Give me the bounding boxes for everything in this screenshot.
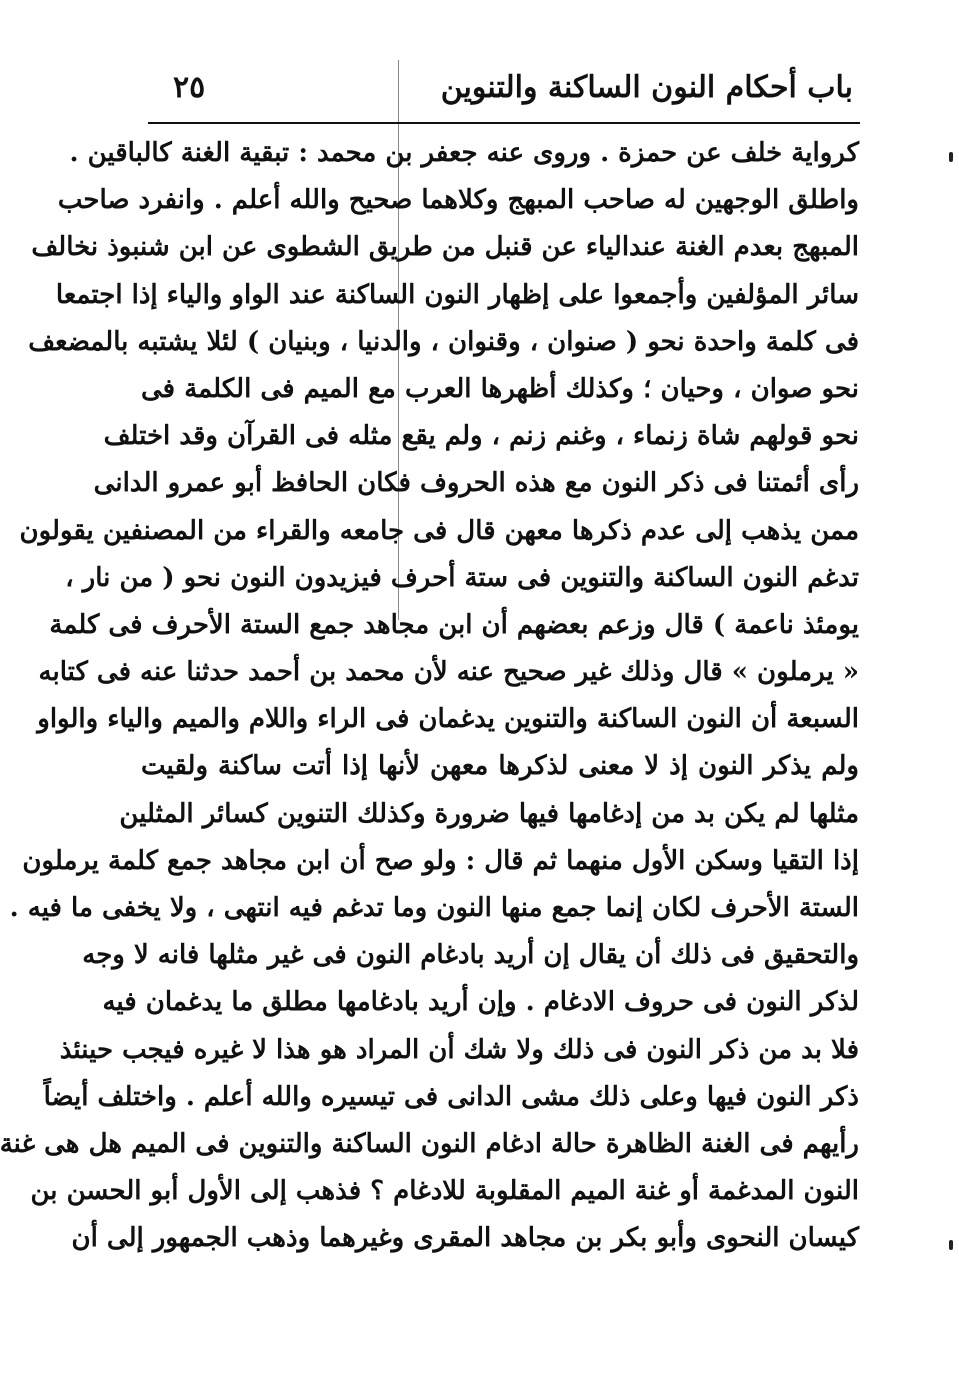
- text-line: نحو قولهم شاة زنماء ، وغنم زنم ، ولم يقع مثله فى القرآن وقد اختلف: [103, 421, 859, 452]
- text-line: المبهج بعدم الغنة عندالياء عن قنبل من طريق الشطوى عن ابن شنبوذ نخالف: [31, 232, 859, 263]
- text-line: فلا بد من ذكر النون فى ذلك ولا شك أن المراد هو هذا لا غيره فيجب حينئذ: [59, 1034, 859, 1065]
- text-line: رأى أئمتنا فى ذكر النون مع هذه الحروف فكان الحافظ أبو عمرو الدانى: [93, 468, 859, 499]
- header-rule: [148, 122, 860, 124]
- text-line: السبعة أن النون الساكنة والتنوين يدغمان فى الراء واللام والميم والياء والواو: [37, 704, 859, 735]
- text-line: تدغم النون الساكنة والتنوين فى ستة أحرف فيزيدون النون نحو ( من نار ،: [65, 562, 859, 593]
- text-line: واطلق الوجهين له صاحب المبهج وكلاهما صحيح والله أعلم . وانفرد صاحب: [57, 185, 859, 216]
- text-line: ذكر النون فيها وعلى ذلك مشى الدانى فى تيسيره والله أعلم . واختلف أيضاً: [43, 1081, 859, 1112]
- text-line: رأيهم فى الغنة الظاهرة حالة ادغام النون الساكنة والتنوين فى الميم هل هى غنة: [0, 1128, 859, 1159]
- text-line: يومئذ ناعمة ) قال وزعم بعضهم أن ابن مجاهد جمع الستة الأحرف فى كلمة: [49, 609, 859, 640]
- text-line: كرواية خلف عن حمزة . وروى عنه جعفر بن محمد : تبقية الغنة كالباقين .: [69, 138, 859, 168]
- text-line: ولم يذكر النون إذ لا معنى لذكرها معهن لأنها إذا أتت ساكنة ولقيت: [141, 751, 859, 782]
- text-line: الستة الأحرف لكان إنما جمع منها النون وما تدغم فيه انتهى ، ولا يخفى ما فيه .: [9, 893, 859, 923]
- text-line: نحو صوان ، وحيان ؛ وكذلك أظهرها العرب مع الميم فى الكلمة فى: [141, 373, 859, 404]
- running-title: باب أحكام النون الساكنة والتنوين: [440, 70, 853, 105]
- text-line: إذا التقيا وسكن الأول منهما ثم قال : ولو صح أن ابن مجاهد جمع كلمة يرملون: [22, 845, 859, 876]
- scan-margin-speck: [949, 1240, 953, 1250]
- body-text: [0, 130, 859, 1263]
- text-line: لذكر النون فى حروف الادغام . وإن أريد بادغامها مطلق ما يدغمان فيه: [102, 987, 859, 1018]
- text-line: كيسان النحوى وأبو بكر بن مجاهد المقرى وغيرهما وذهب الجمهور إلى أن: [71, 1223, 859, 1254]
- text-line: والتحقيق فى ذلك أن يقال إن أريد بادغام النون فى غير مثلها فانه لا وجه: [82, 940, 859, 971]
- text-line: فى كلمة واحدة نحو ( صنوان ، وقنوان ، والدنيا ، وبنيان ) لئلا يشتبه بالمضعف: [28, 326, 859, 357]
- text-line: مثلها لم يكن بد من إدغامها فيها ضرورة وكذلك التنوين كسائر المثلين: [119, 798, 859, 829]
- text-line: « يرملون » قال وذلك غير صحيح عنه لأن محمد بن أحمد حدثنا عنه فى كتابه: [38, 657, 859, 688]
- text-line: سائر المؤلفين وأجمعوا على إظهار النون الساكنة عند الواو والياء إذا اجتمعا: [55, 279, 859, 310]
- scan-margin-speck: [949, 152, 953, 162]
- page-header: [173, 70, 853, 118]
- page-number: ٢٥: [173, 70, 206, 105]
- text-line: ممن يذهب إلى عدم ذكرها معهن قال فى جامعه والقراء من المصنفين يقولون: [19, 515, 859, 546]
- text-line: النون المدغمة أو غنة الميم المقلوبة للادغام ؟ فذهب إلى الأول أبو الحسن بن: [30, 1176, 859, 1207]
